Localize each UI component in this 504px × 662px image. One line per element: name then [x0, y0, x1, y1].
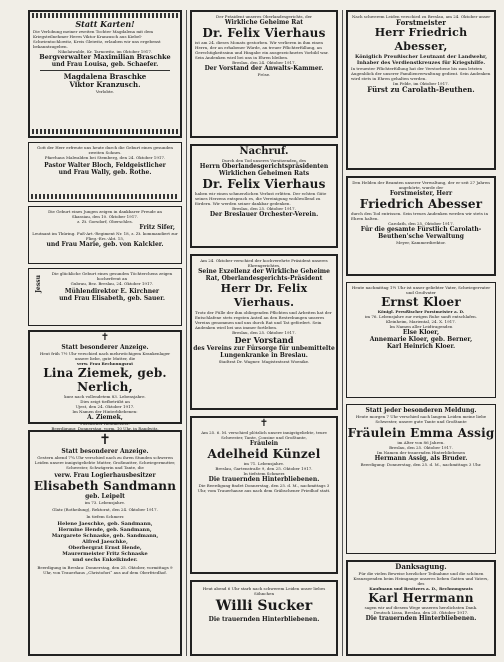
ad-place: Gubrau, Bez. Breslau, 24. Oktober 1917. — [70, 281, 154, 286]
column-divider — [342, 10, 343, 656]
ad-name: Viktor Kranzusch. — [69, 80, 141, 89]
ad-name: und Frau Wally, geb. Rothe. — [58, 169, 152, 176]
death-notice-ziemek — [28, 330, 182, 431]
mourner: Oberbergrat Ernst Hende, — [68, 545, 142, 551]
ad-text: Fürstlicher Rentmeister. — [80, 421, 130, 426]
ad-place: Breslau, den 25. Oktober 1917. — [232, 330, 296, 335]
ad-name: Mühlendirektor E. Kirchner — [64, 288, 160, 295]
ad-signature: Für die gesamte Fürstlich Carolath-Beuthen'sche Verwaltung — [360, 226, 482, 240]
ad-text: Die glückliche Geburt eines gesunden Töchterchens zeigen hocherfreut an — [51, 271, 173, 281]
ad-text: Den Helden der Beamten unserer Verwaltung, der er seit 27 Jahren angehörte, wurde der — [352, 180, 490, 190]
ad-name: Willi Sucker — [215, 598, 313, 614]
ad-signature: Die trauernden Hinterbliebenen. — [208, 616, 320, 623]
ornament-border — [32, 129, 178, 134]
ad-text: Kaufmann und Besitzers a. D., Rechnungsrats — [369, 586, 473, 591]
column-3 — [346, 10, 496, 656]
ad-name: Else Kloer, — [402, 329, 440, 336]
ad-text: geb. Leipelt — [85, 493, 125, 500]
ornament-border — [32, 13, 178, 18]
ad-text: im 76. Lebensjahre zur ewigen Ruhe sanft entschlafen. — [365, 314, 477, 319]
ad-name: Dr. Felix Vierhaus — [202, 177, 326, 191]
ad-name: Annemarie Kloer, geb. Berner, — [369, 336, 473, 343]
ad-text: Die Geburt eines Jungen zeigen in dankbarer Freude an — [48, 209, 162, 214]
ad-signature: des Vereins zur Fürsorge für unbemittelte Lungenkranke in Breslau. — [193, 345, 335, 359]
death-notice-kuenzel — [190, 416, 338, 574]
ad-name: Herr Dr. Felix Vierhaus. — [220, 282, 308, 309]
ad-text: Beerdigung in Breslau: Donnerstag, den 25. Oktober, vormittags 9 Uhr, von Trauerhaus „Christofori“ aus auf dem Oberfriedhof. — [37, 565, 173, 575]
ad-text: Für die vielen Beweise herzlicher Teilnahme und die schönen Kranzspenden beim Heimgange unseres lieben Gatten und Vaters, des — [353, 571, 489, 586]
ad-text: ist am 24. dieses Monats gestorben. Wir verlieren in ihm einen Herrn, der an erhabener Würde, an treuer Pflichterfüllung, an Gerechtigkeitssinn und Hingabe ein ausgezeichnetes Vorbild war. Sein Andenken wird bei uns in Ehren bleiben. — [195, 40, 329, 60]
ad-text: Königl. Preußischer Forstmeister a. D. — [377, 309, 465, 314]
ad-title: Statt Karten! — [75, 19, 135, 29]
ad-text: Forstmeister — [396, 18, 446, 27]
ad-place: Deutsch Lissa, Breslau, den 25. Oktober 1917. — [373, 610, 469, 615]
column-1 — [28, 10, 182, 656]
ad-text: Beerdigung: Donnerstag, vorm. 10 Uhr, in Randwitz. — [51, 426, 159, 431]
ad-text: Durch den Tod unseres Vorsitzenden, des — [221, 158, 307, 163]
thanks-herrmann — [346, 560, 496, 656]
death-notice-kloer — [346, 282, 496, 398]
ad-name: Karl Herrmann — [368, 591, 474, 605]
ad-text: durch den Tod entrissen. Sein treues Andenken werden wir stets in Ehren halten. — [351, 211, 489, 221]
mourner: Hermine Hende, geb. Sandmann, — [58, 527, 152, 533]
ad-text: Am 24. Oktober verschied der hochverehrte Präsident unseres Ehrengerichtes, — [200, 258, 328, 268]
divider — [40, 70, 170, 71]
ad-place: Breslau, den 24. Oktober 1917. — [232, 60, 296, 65]
ad-text: Wirkliche Geheime Rat — [224, 19, 304, 26]
ad-place: Im Felde, im Oktober 1917. — [393, 81, 449, 86]
ad-text: Gott der Herr erfreute uns heute durch die Geburt eines gesunden zweiten Sohnes. — [37, 145, 173, 155]
engagement-announcement — [28, 10, 182, 138]
ad-name: Dr. Felix Vierhaus — [202, 26, 326, 40]
cross-icon: ✝ — [100, 332, 110, 343]
birth-announcement-2 — [28, 206, 182, 264]
ad-place: Kleinheim, Mariental, 24. X. 1917. — [386, 319, 456, 324]
ad-text: Königlich Preußischer Leutnant der Landwehr, — [354, 54, 488, 60]
column-divider — [186, 10, 187, 656]
ad-title: Statt jeder besonderen Meldung. — [365, 407, 477, 414]
ad-signature: Der Vorstand — [234, 335, 294, 345]
death-notice-abesser-1 — [346, 10, 496, 170]
ad-signature: Die trauernden Hinterbliebenen. — [365, 615, 477, 622]
ad-place: Breslau, Gartenstraße 9, den 25. Oktober 1917. — [215, 466, 313, 471]
ad-text: Beerdigung: Donnerstag, den 25. d. M., nachmittags 3 Uhr. — [360, 462, 482, 467]
ad-text: Im Namen der trauernden Hinterbliebenen — [377, 450, 465, 455]
ad-name: Pastor Walter Bloch, Feldgeistlicher — [44, 162, 166, 169]
obituary-orchestra — [190, 144, 338, 248]
ad-title: Statt besonderer Anzeige. — [61, 448, 149, 455]
ad-place: Breslau, den 25. Oktober 1917. — [232, 206, 296, 211]
ad-text: Heut früh 7½ Uhr verschied nach mehrwöchigem Krankenlager unsere liebe, gute Mutter, die — [39, 351, 171, 361]
ad-text: Leutnant im Thüring. Fuß-Art.-Regiment Nr. 18, z. Zt. kommandiert zur Flieg.-Ers.-Abt. 15, — [32, 231, 178, 241]
ad-name: Ernst Kloer — [381, 295, 461, 309]
ad-name: Bergverwalter Maximilian Braschke — [39, 53, 171, 61]
ad-text: In tiefem Schmerz — [86, 514, 124, 519]
ad-title: Nachruf. — [239, 146, 289, 157]
ad-place: Skassiau, den 10. Oktober 1917. — [71, 214, 139, 219]
ad-text: Die Verlobung meiner zweiten Tochter Magdalena mit dem Kriegsteilnehmer Herrn Viktor Kranzusch aus Kiebel-Schwientochlowitz, Kreis Gleiwitz, erlauben wir uns ergebenst bekanntzugeben. — [33, 29, 161, 49]
ad-signature: Die trauernden Hinterbliebenen. — [208, 476, 320, 483]
ad-text: Heute nachmittag 1½ Uhr ist unser geliebter Vater, Schwiegervater und Großvater — [351, 285, 491, 295]
ad-name: und Frau Elisabeth, geb. Sauer. — [59, 295, 165, 302]
ad-text: Im Namen aller Leidtragenden — [389, 324, 453, 329]
ad-name: Fräulein Emma Assig — [347, 426, 495, 440]
ad-side-text: Jessu — [35, 275, 42, 293]
ad-text: Seine Exzellenz der Wirkliche Geheime Rat, Oberlandesgerichts-Präsident — [198, 268, 330, 282]
ad-text: Gestern abend 7¾ Uhr verschied nach zu ihren Stunden schweren Leiden unsere innigstgeliebte Mutter, Großmutter, Schwiegermutter, Schwester, Schwägerin und Tante, die — [34, 455, 176, 470]
ad-text: Herrn Oberlandesgerichtspräsidenten Wirklichen Geheimen Rats — [199, 163, 329, 177]
ad-name: A. Ziemek, — [87, 414, 123, 421]
ad-name: Lina Ziemek, geb. Nerlich, — [43, 366, 167, 394]
ad-text: haben wir einen schmerzlichen Verlust erlitten. Der echten Güte seines Herzens entsprach es, die Vereinigung wohlwollend zu fördern. Wir werden seiner dankbar gedenken. — [195, 191, 327, 206]
ad-place: Breslau, den 25. Oktober 1917. — [389, 445, 453, 450]
ad-text: verw. Frau Rechnungsrat — [76, 361, 134, 366]
death-notice-sandmann — [28, 430, 182, 656]
birth-announcement-3 — [28, 268, 182, 326]
mourner: Alfred Jaeschke, — [82, 539, 128, 545]
ad-name: Karl Heinrich Kloer. — [386, 343, 456, 350]
ad-name: Friedrich Abesser — [359, 197, 483, 211]
ad-name: und Frau Louisa, geb. Schaefer. — [51, 61, 159, 68]
ad-text: In tiefstem Schmerz — [243, 471, 285, 476]
cross-icon: ✝ — [99, 432, 111, 448]
ad-text: Heute morgen 7 Uhr verschied nach langem Leiden meine liebe Schwester, unsere gute Tante und Großtante — [355, 414, 487, 424]
ad-title: Danksagung. — [395, 562, 447, 571]
ad-text: sagen wir auf diesem Wege unseren herzlichsten Dank. — [364, 605, 478, 610]
ad-signature: Fürst zu Carolath-Beuthen. — [367, 85, 475, 94]
ad-text: Der Präsident unseres Oberlandesgerichts, der — [216, 14, 312, 19]
ad-text: Forstmeister, Herr — [389, 190, 453, 197]
ad-text: Am 25. 6. M. verschied plötzlich unsere innigstgeliebte, teure Schwester, Tante, Cousine und Großtante, — [201, 430, 327, 440]
ad-text: Dies zeigt tiefbetrübt an — [80, 399, 130, 404]
ad-status: Verlobte. — [95, 89, 115, 94]
ad-place: Pfarrhaus Malwalden bei Stemberg, den 24. Oktober 1917. — [44, 155, 166, 160]
mourner: Helene Jaeschke, geb. Sandmann, — [57, 521, 153, 527]
ad-text: Nach schwerem Leiden verschied zu Breslau, am 24. Oktober unser — [351, 14, 491, 19]
ad-text: Im Namen der Hinterbliebenen: — [72, 409, 138, 414]
mourner: Margarete Schnaske, geb. Sandmann, — [51, 533, 159, 539]
ad-name: Herr Friedrich Abesser, — [374, 26, 468, 53]
ad-text: im Alter von 86 Jahren. — [397, 440, 445, 445]
ad-name: und Frau Marie, geb. von Kalckler. — [46, 241, 164, 248]
ad-signature: Stadtrat Dr. Wagner. Magistratsrat Woenike. — [218, 359, 310, 364]
ad-text: Fräulein — [249, 440, 279, 447]
death-notice-abesser-2 — [346, 176, 496, 276]
ad-signature: Meyer, Kammerdirektor. — [396, 240, 446, 245]
ad-name: Adelheid Künzel — [207, 447, 321, 461]
ornament-border — [31, 194, 179, 199]
ad-date: Nikolaiwalde, Kr. Tarnowitz, im Oktober 1917. — [57, 49, 153, 54]
cross-icon: ✝ — [259, 418, 269, 429]
mourner: und sechs Enkelkinder. — [72, 557, 138, 563]
ad-place: Ujest, den 24. Oktober 1917. — [75, 404, 135, 409]
column-2 — [190, 10, 338, 656]
mourner: Maurermeister Fritz Schnaske — [62, 551, 148, 557]
ad-signature: Fröse. — [257, 72, 271, 77]
death-notice-vierhaus-2 — [190, 254, 338, 410]
ad-text: In treuester Pflichterfüllung hat der Verstorbene bis zum letzten Augenblick der unserer Familienverwaltung gedient. Sein Andenken wird stets in Ehren gehalten werden. — [351, 66, 491, 81]
ad-text: Trotz der Fülle der ihm obliegenden Pflichten und Arbeiten hat der Entschlafene stets regsten Anteil an den Bestrebungen unseres Vereins genommen und uns durch Rat und Tat gefördert. Sein Andenken wird bei uns immer fortleben. — [195, 310, 332, 330]
birth-announcement-1 — [28, 142, 182, 202]
ad-place: Glatz (Rotheilung), Rektorat, den 24. Oktober 1917. — [52, 507, 158, 512]
ad-text: z. Zt. Gorsdorf, Oberschles. — [77, 219, 133, 224]
ad-signature: Der Breslauer Orchester-Verein. — [209, 211, 319, 218]
ad-place: Carolath, den 25. Oktober 1917. — [388, 221, 454, 226]
death-notice-assig — [346, 404, 496, 554]
ad-name: Fritz Sifer, — [139, 224, 175, 231]
ad-text: Inhaber des Verdienstkreuzes für Kriegshilfe. — [356, 60, 486, 66]
ad-signature: Hermann Assig, als Bruder. — [374, 455, 468, 462]
ad-signature: Der Vorstand der Anwalts-Kammer. — [204, 65, 324, 72]
ad-text: Die Beerdigung findet Donnerstag, den 25. d. M., nachmittags 3 Uhr, vom Trauerhause aus nach dem Gräbschener Friedhof statt. — [197, 483, 331, 493]
ad-text: Heut abend 6 Uhr starb nach schwerem Leiden unser liebes Söhnchen — [202, 586, 326, 596]
ad-name: Elisabeth Sandmann — [33, 479, 177, 493]
ad-title: Statt besonderer Anzeige. — [61, 344, 149, 351]
death-notice-sucker — [190, 580, 338, 656]
death-notice-vierhaus-1 — [190, 10, 338, 138]
ad-text: im 71. Lebensjahre. — [243, 461, 285, 466]
ad-text: im 73. Lebensjahre. — [84, 500, 126, 505]
ad-name: Magdalena Braschke — [63, 72, 147, 81]
ad-text: verw. Frau Logierhausbesitzer — [54, 472, 156, 479]
ad-text: kurz nach vollendetem 83. Lebensjahre. — [64, 394, 146, 399]
